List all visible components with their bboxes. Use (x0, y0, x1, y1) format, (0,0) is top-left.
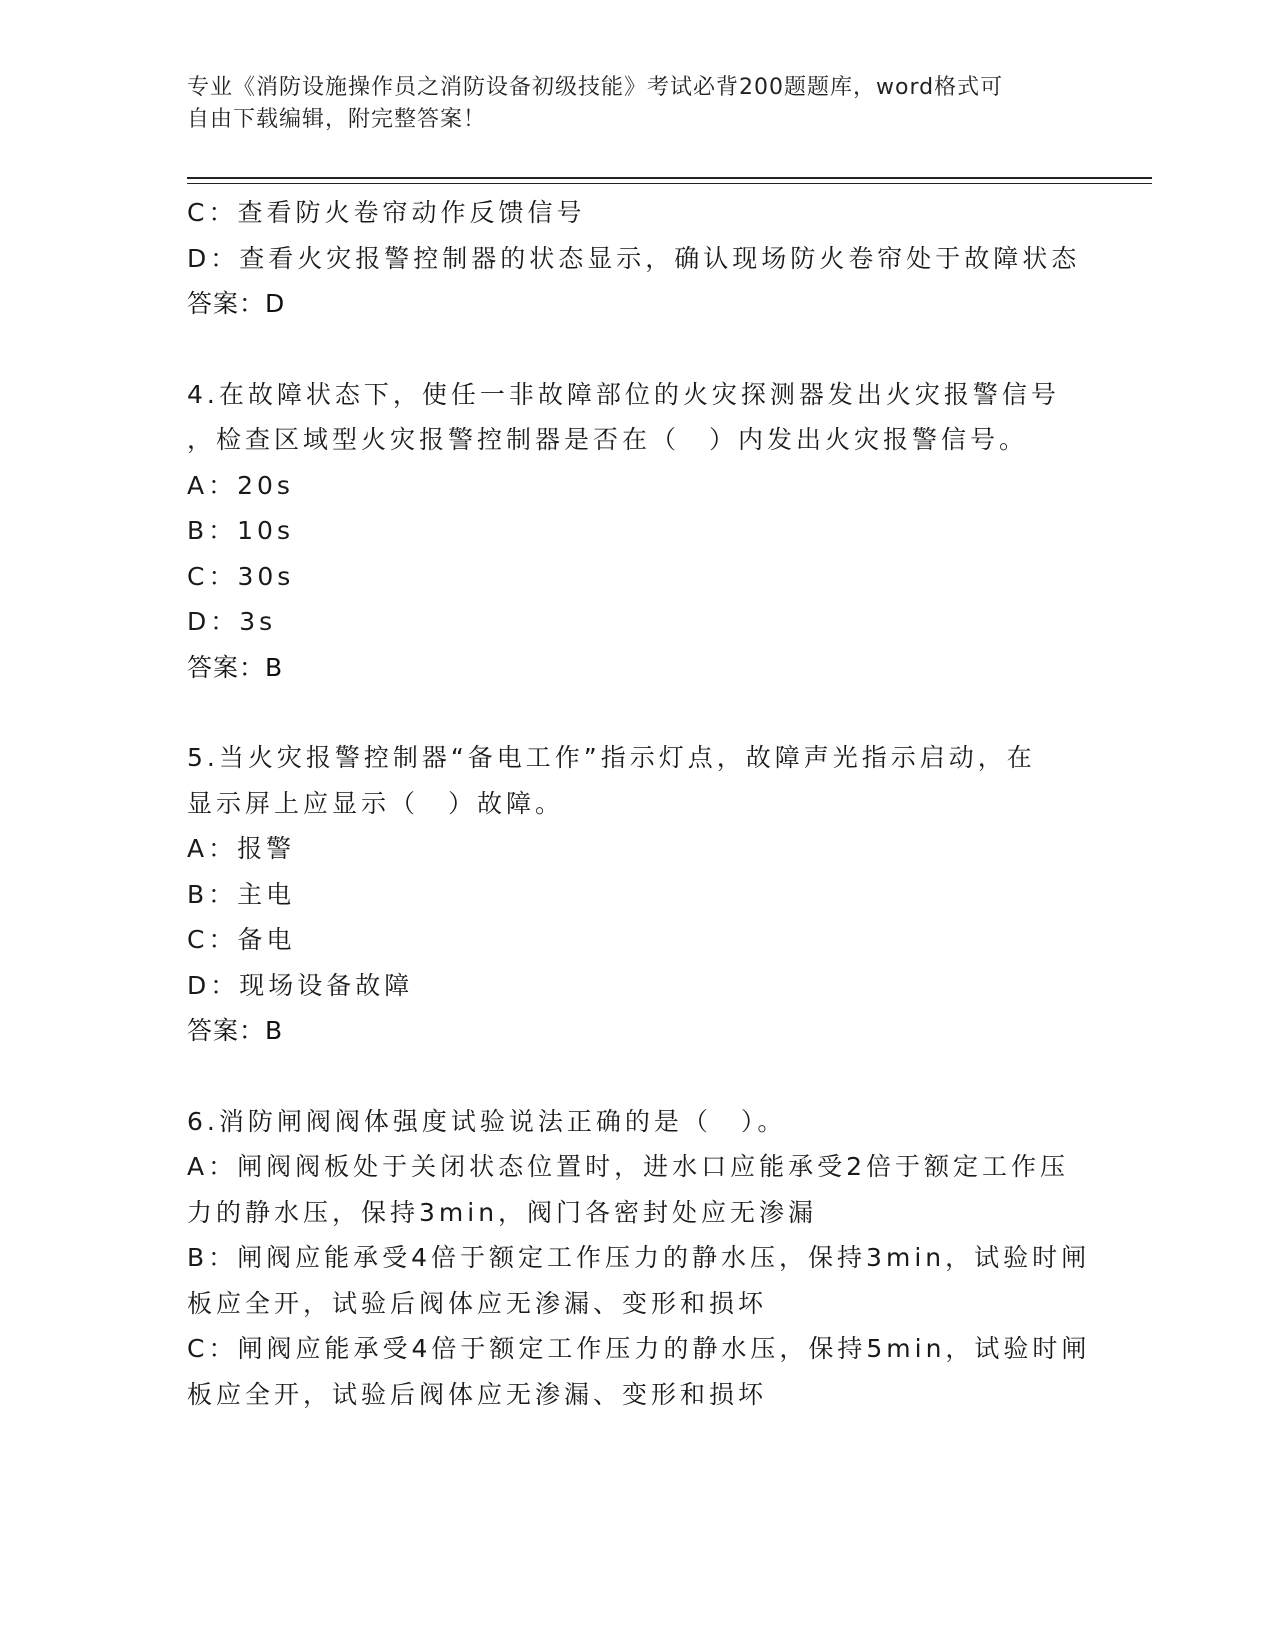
option-c: C：查看防火卷帘动作反馈信号 (187, 198, 586, 227)
header-line-1: 专业《消防设施操作员之消防设备初级技能》考试必背200题题库，word格式可 (187, 75, 1004, 100)
spacer (187, 1054, 1087, 1099)
question-3-tail (187, 190, 1087, 327)
option-c: C：30s (187, 561, 295, 591)
option-d: D：现场设备故障 (187, 970, 414, 1000)
option-a-continued: 力的静水压，保持3min，阀门各密封处应无渗漏 (187, 1197, 818, 1227)
spacer (187, 690, 1087, 735)
option-d: D：查看火灾报警控制器的状态显示，确认现场防火卷帘处于故障状态 (187, 243, 1081, 273)
option-d: D：3s (187, 607, 277, 636)
spacer (187, 327, 1087, 372)
answer-line: 答案：B (187, 1016, 284, 1045)
question-stem: 4.在故障状态下，使任一非故障部位的火灾探测器发出火灾报警信号 (187, 379, 1060, 409)
header-line-2: 自由下载编辑，附完整答案！ (187, 107, 487, 132)
option-a: A：闸阀阀板处于关闭状态位置时，进水口应能承受2倍于额定工作压 (187, 1152, 1070, 1181)
option-c: C：备电 (187, 925, 296, 954)
option-b-continued: 板应全开，试验后阀体应无渗漏、变形和损坏 (187, 1288, 768, 1318)
option-b: B：10s (187, 516, 294, 545)
option-a: A：报警 (187, 834, 296, 863)
header-divider-thick (187, 177, 1152, 179)
question-stem: 6.消防闸阀阀体强度试验说法正确的是（ ）。 (187, 1106, 787, 1136)
question-stem-continued: 显示屏上应显示（ ）故障。 (187, 788, 565, 818)
document-header (187, 72, 1067, 136)
question-stem: 5.当火灾报警控制器“备电工作”指示灯点，故障声光指示启动，在 (187, 743, 1036, 772)
answer-line: 答案：D (187, 289, 286, 318)
option-c-continued: 板应全开，试验后阀体应无渗漏、变形和损坏 (187, 1379, 768, 1409)
option-a: A：20s (187, 470, 294, 500)
question-stem-continued: ，检查区域型火灾报警控制器是否在（ ）内发出火灾报警信号。 (187, 425, 1029, 454)
answer-line: 答案：B (187, 652, 284, 682)
question-list (187, 190, 1091, 1417)
question-4 (187, 372, 1087, 691)
question-5 (187, 735, 1087, 1054)
question-6 (187, 1099, 1091, 1418)
header-divider-thin (187, 183, 1152, 184)
option-b: B：闸阀应能承受4倍于额定工作压力的静水压，保持3min，试验时闸 (187, 1243, 1091, 1272)
option-b: B：主电 (187, 879, 296, 909)
option-c: C：闸阀应能承受4倍于额定工作压力的静水压，保持5min，试验时闸 (187, 1334, 1091, 1363)
